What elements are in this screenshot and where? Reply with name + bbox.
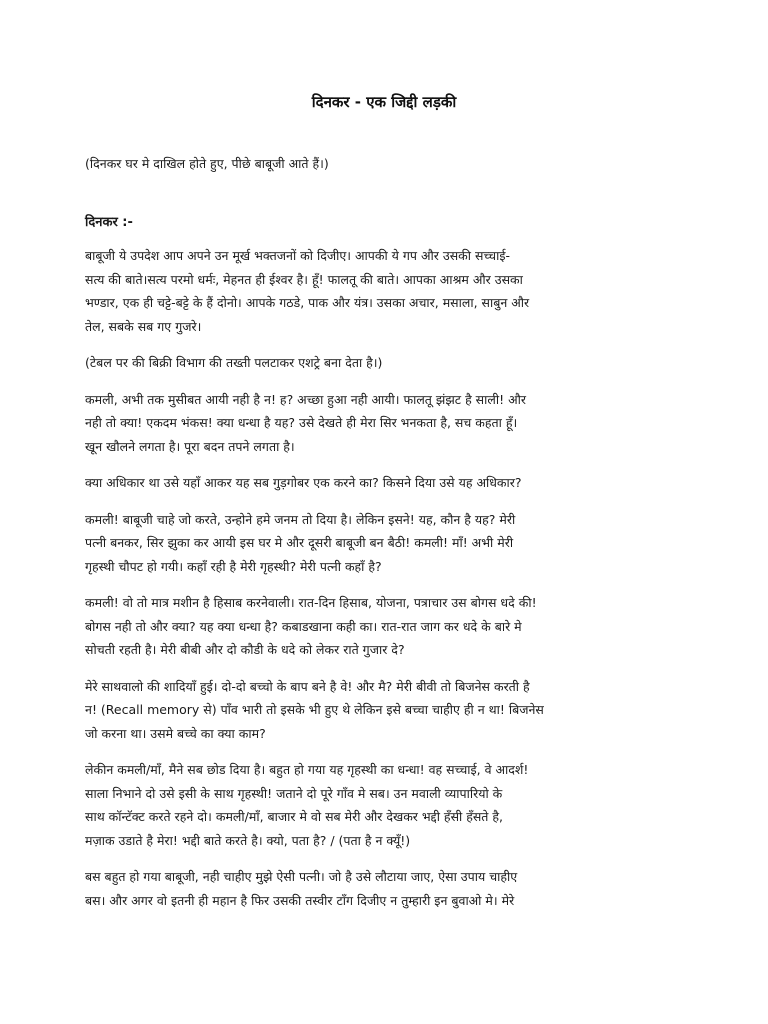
text-line: तेल, सबके सब गए गुजरे। [85, 318, 202, 334]
text-line: गृहस्थी चौपट हो गयी। कहाँ रही है मेरी गृहस्थी? मेरी पत्नी कहाँ है? [85, 558, 382, 574]
text-line: खून खौलने लगता है। पूरा बदन तपने लगता है। [85, 438, 295, 454]
dialogue-paragraph [85, 508, 697, 579]
dialogue-paragraph [85, 675, 697, 746]
text-line: बोगस नही तो और क्या? यह क्या धन्धा है? कबाडखाना कही का। रात-रात जाग कर धदे के बारे मे [85, 618, 522, 634]
text-line: बस बहुत हो गया बाबूजी, नही चाहीए मुझे ऐसी पत्नी। जो है उसे लौटाया जाए, ऐसा उपाय चाहीए [85, 869, 518, 884]
text-line: न! (Recall memory से) पाँव भारी तो इसके भी हुए थे लेकिन इसे बच्चा चाहीए ही न था! बिजनेस [85, 702, 544, 717]
text-line: कमली, अभी तक मुसीबत आयी नही है न! ह? अच्छा हुआ नही आयी। फालतू झंझट है साली! और [85, 391, 526, 407]
dialogue-paragraph [85, 758, 697, 852]
dialogue-paragraph [85, 865, 697, 912]
text-line: नही तो क्या! एकदम भंकस! क्या धन्धा है यह? उसे देखते ही मेरा सिर भनकता है, सच कहता हूँ। [85, 415, 518, 430]
text-line: कमली! बाबूजी चाहे जो करते, उन्होने हमे जनम तो दिया है। लेकिन इसने! यह, कौन है यह? मेरी [85, 511, 516, 527]
text-line: साला निभाने दो उसे इसी के साथ गृहस्थी! जताने दो पूरे गाँव मे सब। उन मवाली व्यापारियो के [85, 785, 503, 801]
text-line: कमली! वो तो मात्र मशीन है हिसाब करनेवाली। रात-दिन हिसाब, योजना, पत्राचार उस बोगस धदे की! [85, 595, 537, 610]
text-line: भण्डार, एक ही चट्टे-बट्टे के हैं दोनो। आपके गठडे, पाक और यंत्र। उसका अचार, मसाला, साबुन और [85, 295, 530, 310]
text-line: पत्नी बनकर, सिर झुका कर आयी इस घर मे और दूसरी बाबूजी बन बैठी! कमली! माँ! अभी मेरी [85, 535, 514, 550]
speaker-name: दिनकर :- [85, 215, 133, 230]
stage-direction: (दिनकर घर मे दाखिल होते हुए, पीछे बाबूजी आते हैं।) [85, 156, 329, 171]
dialogue-paragraph [85, 244, 697, 338]
text-line: जो करना था। उसमे बच्चे का क्या काम? [85, 725, 266, 741]
text-line: मेरे साथवालो की शादियाँ हुई। दो-दो बच्चो के बाप बने है वे! और मै? मेरी बीवी तो बिजनेस करती है [85, 678, 530, 694]
text-line: (टेबल पर की बिक्री विभाग की तख्ती पलटाकर एशट्रे बना देता है।) [85, 355, 383, 370]
dialogue-paragraph [85, 591, 697, 662]
text-line: बाबूजी ये उपदेश आप अपने उन मूर्ख भक्तजनों को दिजीए। आपकी ये गप और उसकी सच्चाई- [85, 248, 510, 263]
dialogue-paragraph [85, 471, 697, 495]
dialogue-paragraph [85, 388, 697, 459]
text-line: सत्य की बाते।सत्य परमो धर्मः, मेहनत ही ईश्वर है। हूँ! फालतू की बाते। आपका आश्रम और उसका [85, 271, 523, 287]
text-line: बस। और अगर वो इतनी ही महान है फिर उसकी तस्वीर टाँग दिजीए न तुम्हारी इन बुवाओ मे। मेरे [85, 892, 515, 908]
text-line: क्या अधिकार था उसे यहाँ आकर यह सब गुड़गोबर एक करने का? किसने दिया उसे यह अधिकार? [85, 475, 522, 490]
dialogue-body [85, 244, 697, 925]
document-title: दिनकर - एक जिद्दी लड़की [311, 93, 457, 111]
text-line: साथ कॉन्टॅक्ट करते रहने दो। कमली/माँ, बाजार मे वो सब मेरी और देखकर भद्दी हँसी हँसते है, [85, 809, 504, 824]
text-line: सोचती रहती है। मेरी बीबी और दो कौडी के धदे को लेकर राते गुजार दे? [85, 642, 405, 657]
dialogue-paragraph [85, 351, 697, 375]
text-line: लेकीन कमली/माँ, मैने सब छोड दिया है। बहुत हो गया यह गृहस्थी का धन्धा! वह सच्चाई, वे आदर्श! [85, 762, 529, 777]
text-line: मज़ाक उडाते है मेरा! भद्दी बाते करते है। क्यो, पता है? / (पता है न क्यूँ!) [85, 832, 411, 848]
